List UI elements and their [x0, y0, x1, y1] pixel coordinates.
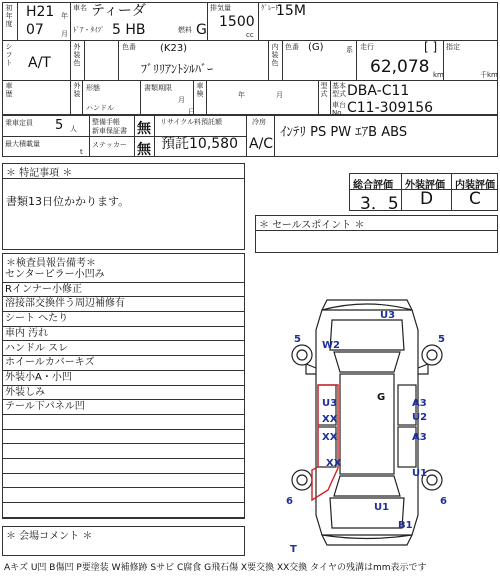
displacement-unit: cc: [246, 31, 254, 39]
mark-6-left: 6: [286, 496, 293, 507]
special-notes-text: 書類13日位かかります。: [6, 195, 130, 208]
mark-b1: B1: [398, 520, 413, 531]
divider: [443, 40, 444, 80]
divider: [356, 40, 357, 80]
fuel-value: G: [196, 22, 207, 38]
capacity-unit: 人: [70, 125, 77, 133]
divider: [118, 40, 119, 80]
mark-w2: W2: [322, 340, 340, 351]
month-value: 07: [26, 22, 44, 38]
windshield: [334, 352, 400, 372]
inspector-report-item: 車内 汚れ: [2, 327, 245, 342]
divider: [82, 80, 83, 115]
load-label: 最大積載量: [5, 140, 40, 148]
divider: [134, 115, 135, 157]
color-code: (K23): [160, 43, 188, 54]
right-mirror: [418, 364, 428, 374]
warranty-label: 整備手帳: [92, 118, 120, 126]
divider: [207, 2, 208, 40]
divider: [246, 115, 247, 157]
history-label: 車歴: [5, 82, 13, 98]
color-name: ﾌﾞﾘﾘｱﾝﾄｼﾙﾊﾞｰ: [141, 62, 214, 76]
hood: [330, 320, 404, 350]
left-mirror: [306, 364, 316, 374]
divider: [2, 80, 498, 81]
model-label: 型式: [320, 82, 328, 98]
interior-score: C: [469, 189, 481, 209]
auction-comment-title: ＊ 会場コメント ＊: [6, 531, 93, 542]
interior-color-code: (G): [308, 42, 324, 53]
divider: [451, 173, 452, 211]
inspector-report-item: [2, 503, 245, 518]
divider: [70, 40, 71, 80]
wheel-rear-right-hub: [427, 475, 437, 485]
interior-code-label: 色番: [285, 43, 299, 51]
inspector-report-item: [2, 430, 245, 445]
ac-label: 冷房: [252, 118, 266, 126]
load-unit: t: [80, 148, 83, 156]
rear-glass: [334, 476, 400, 496]
divider: [268, 40, 269, 80]
divider: [70, 2, 71, 40]
mark-t: T: [290, 544, 297, 552]
mark-u2-right: U2: [412, 412, 428, 423]
shape-label: 形態: [86, 84, 100, 92]
exterior-score-label: 外装評価: [405, 180, 445, 191]
chassis-label: 車台No.: [332, 101, 346, 117]
special-notes-title: ＊ 特記事項 ＊: [6, 168, 73, 179]
total-score-label: 総合評価: [353, 180, 393, 191]
inspector-report-item: ホイールカバーキズ: [2, 356, 245, 371]
mark-u1-rear: U1: [374, 502, 390, 513]
mark-5-left: 5: [294, 334, 301, 345]
doors-value: 5 HB: [112, 22, 146, 38]
inspector-report-item: [2, 489, 245, 504]
mileage-unit-k: 千km: [480, 71, 498, 79]
inspector-report-item: センターピラー小凹み: [2, 268, 245, 283]
divider: [401, 173, 402, 211]
divider: [274, 115, 275, 157]
doc-month: 月: [178, 96, 185, 104]
inspector-report-item: 外装しみ: [2, 386, 245, 401]
interior-score-label: 内装評価: [455, 180, 495, 191]
divider: [89, 115, 90, 157]
model-sub-label: 基本型式: [332, 82, 346, 98]
sticker-value: 無: [137, 142, 151, 158]
doors-label: ﾄﾞｱ・ﾀｲﾌﾟ: [73, 26, 105, 34]
exterior-score: D: [420, 189, 434, 209]
front-bumper: [322, 300, 412, 310]
mark-u3-front: U3: [380, 310, 396, 321]
chassis-value: C11-309156: [347, 100, 434, 116]
inspector-report-item: [2, 459, 245, 474]
interior-color-label: 内装色: [271, 43, 279, 67]
roof: [340, 374, 394, 474]
recycle-label: リサイクル料預託額: [160, 118, 223, 126]
mark-u3-left: U3: [322, 398, 338, 409]
divider: [258, 2, 259, 40]
car-name-label: 車名: [73, 4, 87, 12]
inspector-report-item: 外装小A・小凹: [2, 371, 245, 386]
inspector-report-item: シート へたり: [2, 312, 245, 327]
recycle-value: 預託10,580: [161, 136, 238, 152]
warranty-sub-label: 新車保証書: [92, 127, 127, 135]
interior-suffix: 系: [346, 46, 353, 54]
divider: [84, 40, 85, 80]
divider: [70, 80, 71, 115]
inspector-report-item: ハンドル スレ: [2, 342, 245, 357]
divider: [206, 80, 207, 115]
warranty-value: 無: [137, 121, 151, 137]
mark-xx-2: XX: [322, 432, 338, 443]
mileage-unit: km: [433, 71, 444, 79]
displacement-label: 排気量: [210, 4, 231, 12]
shift-label: シフト: [5, 43, 13, 67]
exterior-color-label: 外装色: [73, 43, 81, 67]
mark-g: G: [377, 392, 386, 403]
ac-value: A/C: [249, 136, 274, 152]
grade-value: 15M: [276, 3, 306, 19]
inspect-month: 月: [276, 91, 283, 99]
inspector-report-title: ＊検査員報告備考＊: [6, 258, 96, 269]
displacement-value: 1500: [219, 14, 255, 30]
sales-point-title: ＊ セールスポイント ＊: [259, 220, 365, 231]
exterior2-label: 外装: [73, 82, 81, 98]
divider: [140, 80, 141, 115]
limit-label: 指定: [446, 43, 460, 51]
inspector-report-item: [2, 444, 245, 459]
inspector-report-item: [2, 415, 245, 430]
year-label: 初年度: [5, 4, 13, 28]
fuel-label: 燃料: [178, 26, 192, 34]
divider: [193, 80, 194, 115]
inspector-report-item: 溶接部交換伴う周辺補修有: [2, 297, 245, 312]
inspector-report-item: [2, 474, 245, 489]
damage-legend: Aキズ U凹 B傷凹 P要塗装 W補修跡 Sサビ C腐食 G飛石傷 X要交換 XX交換 タイヤの残溝はmm表示です: [4, 563, 427, 573]
handle-label: ハンドル: [86, 104, 114, 112]
divider: [17, 2, 18, 40]
month-unit: 月: [61, 30, 68, 38]
year-unit: 年: [61, 12, 68, 20]
total-score: 3．5: [360, 194, 399, 214]
mileage-bracket: [ ]: [424, 40, 438, 54]
inspect-year: 年: [238, 91, 245, 99]
divider: [154, 115, 155, 157]
mileage-value: 62,078: [370, 57, 430, 77]
mark-a3-right-2: A3: [412, 432, 427, 443]
mark-a3-right-1: A3: [412, 398, 427, 409]
mark-u1-right: U1: [412, 468, 428, 479]
inspector-report-item: テール下パネル凹: [2, 400, 245, 415]
mark-6-right: 6: [440, 496, 447, 507]
car-name: ティーダ: [91, 3, 146, 19]
capacity-value: 5: [55, 118, 64, 133]
mark-xx-1: XX: [322, 414, 338, 425]
mileage-label: 走行: [360, 43, 374, 51]
doc-day: 日: [188, 108, 195, 116]
doc-label: 書類期限: [144, 84, 172, 92]
year-era: H21: [26, 4, 55, 20]
divider: [282, 40, 283, 80]
trunk: [330, 498, 404, 528]
sticker-label: ステッカー: [92, 141, 127, 149]
wheel-rear-left-hub: [297, 475, 307, 485]
capacity-label: 乗車定員: [5, 119, 33, 127]
wheel-front-right-hub: [427, 350, 437, 360]
wheel-front-left-hub: [297, 350, 307, 360]
color-code-label: 色番: [122, 43, 136, 51]
inspect-label: 車検: [196, 82, 204, 98]
divider: [318, 80, 319, 115]
grade-label: ｸﾞﾚｰﾄﾞ: [261, 4, 282, 12]
mark-5-right: 5: [438, 334, 445, 345]
shift-value: A/T: [28, 55, 51, 71]
inspector-report-item: Rインナー小修正: [2, 283, 245, 298]
car-damage-diagram: [282, 290, 452, 552]
mark-xx-3: XX: [326, 458, 342, 469]
model-value: DBA-C11: [347, 83, 410, 99]
equipment-list: ｲﾝﾃﾘ PS PW ｴｱB ABS: [280, 125, 408, 140]
divider: [330, 80, 331, 115]
